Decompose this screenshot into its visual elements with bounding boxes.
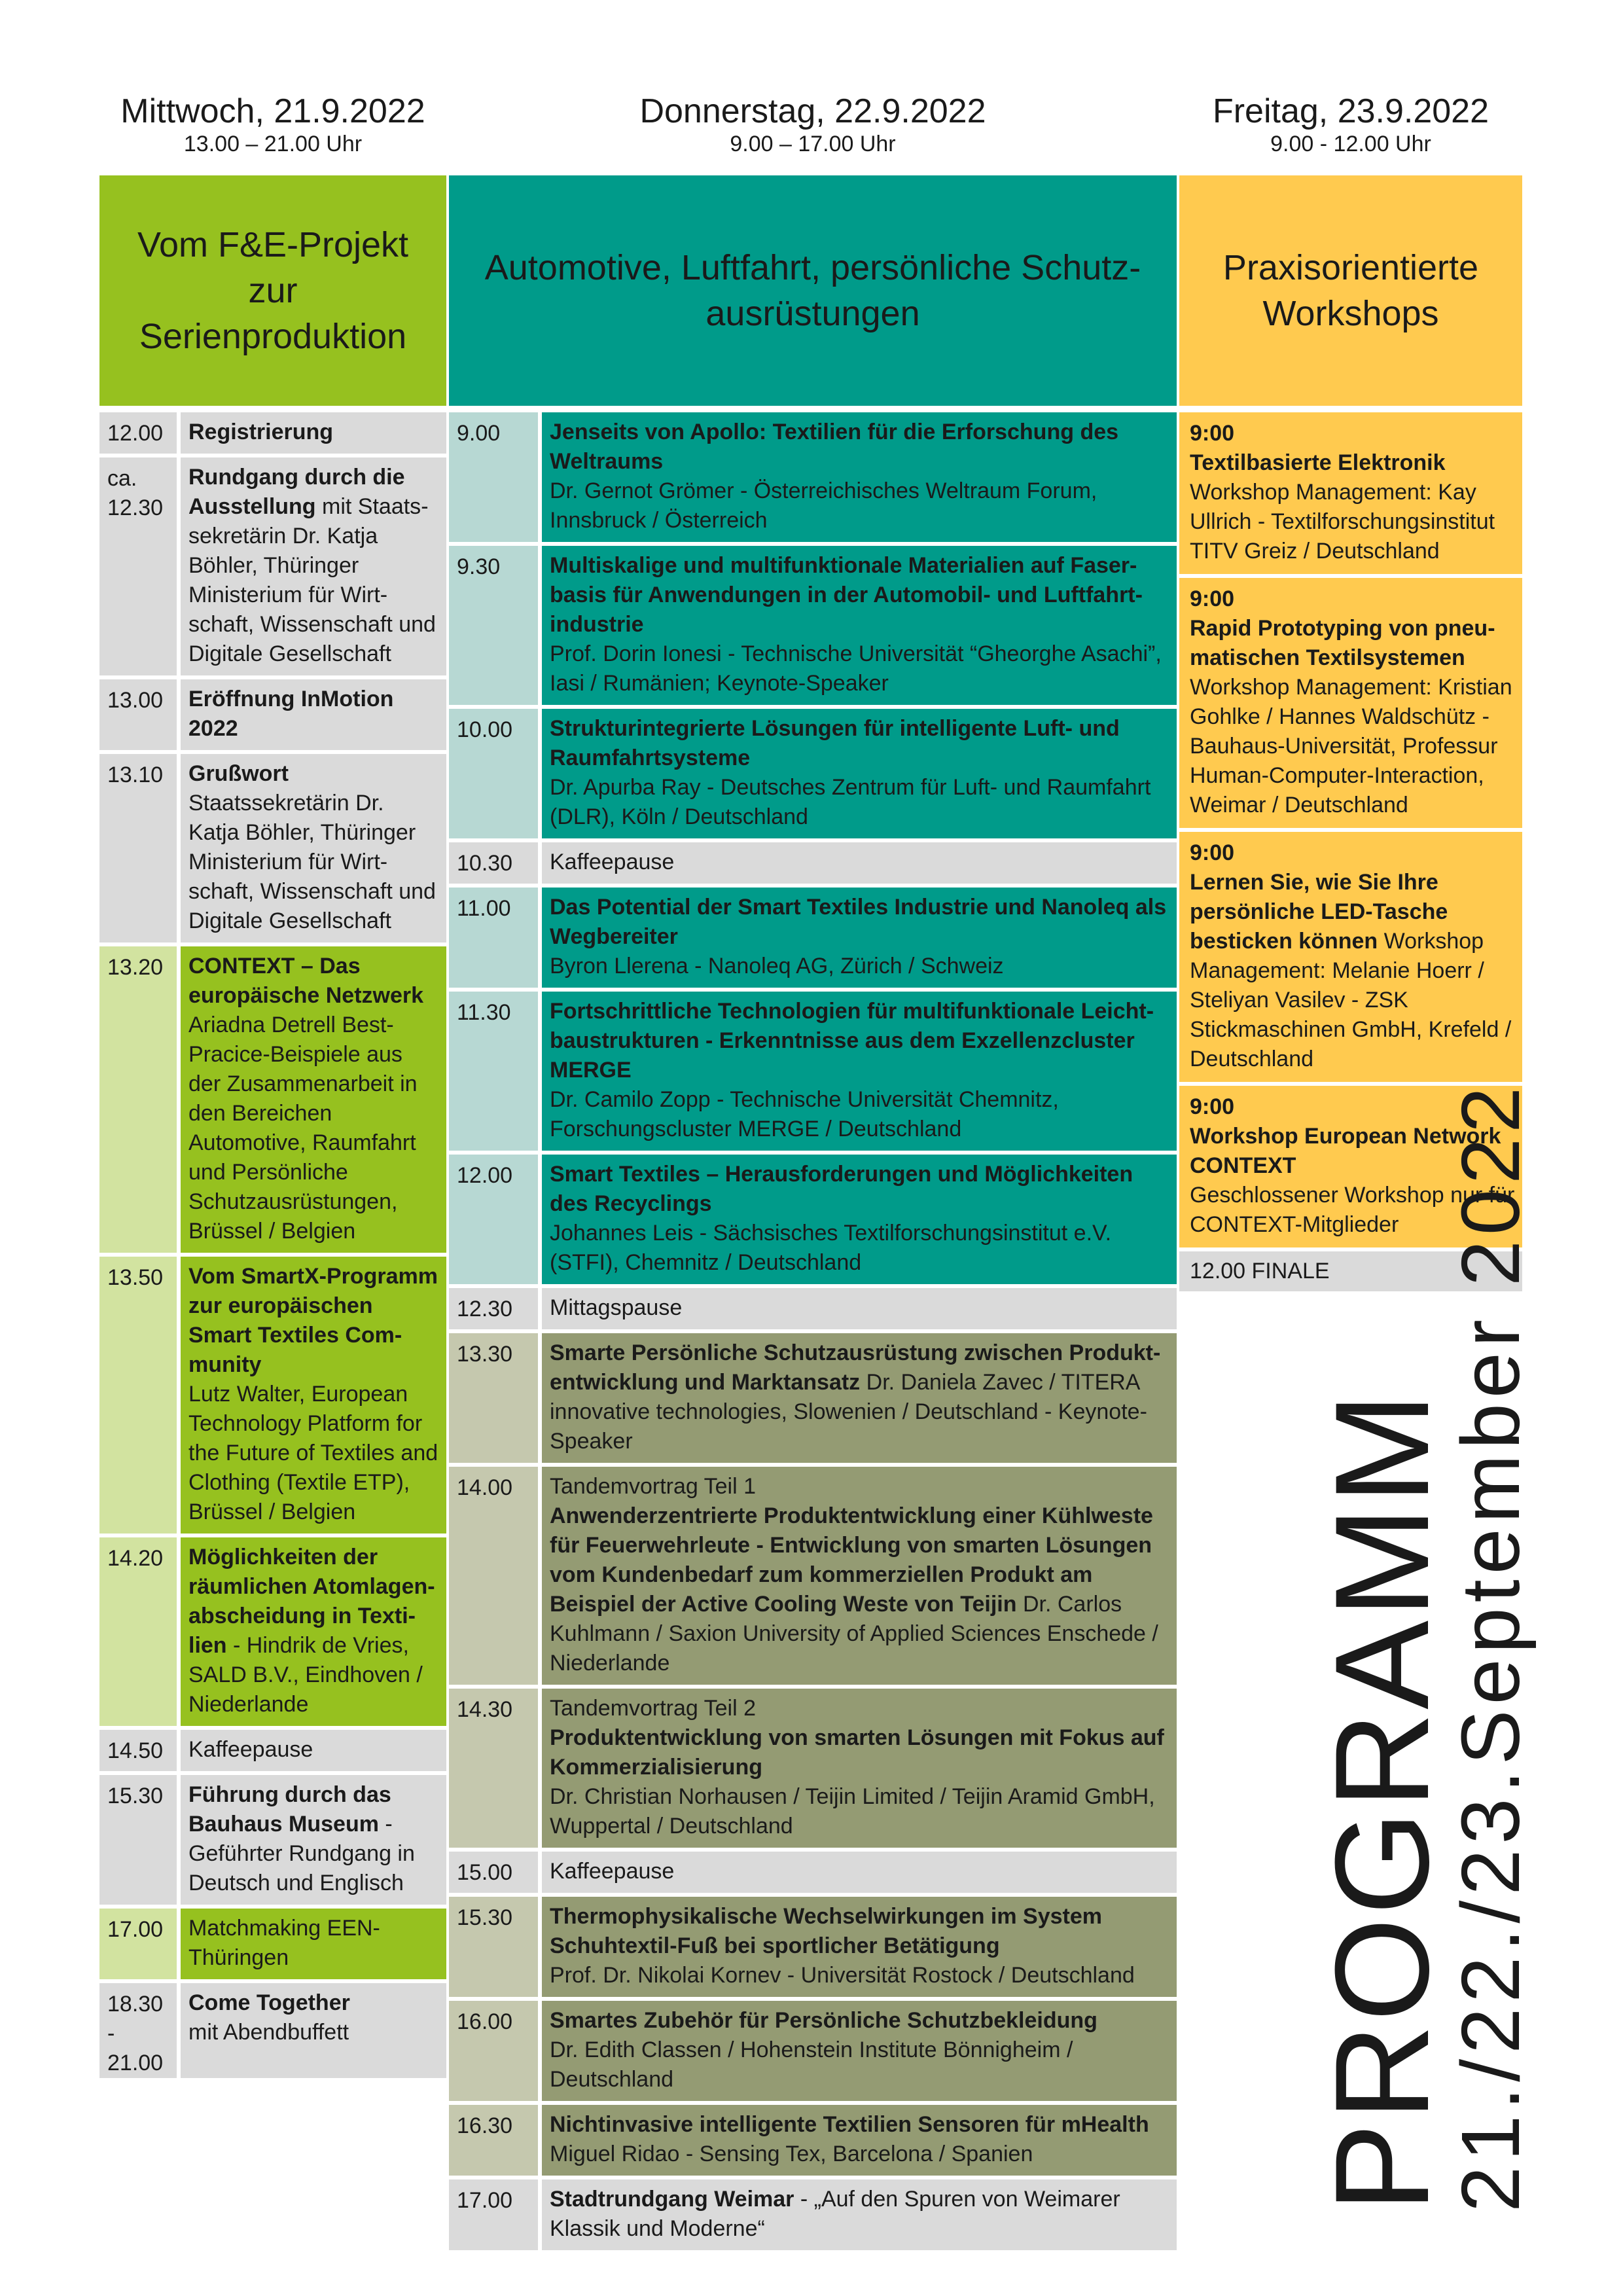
session-content <box>181 1775 446 1905</box>
session-time: 15.30 <box>449 1897 538 1997</box>
session-details: Dr. Apurba Ray - Deutsches Zentrum für Luft- und Raumfahrt (DLR), Köln / Deutschland <box>550 775 1151 829</box>
session-title: Come Together <box>188 1990 350 2015</box>
session-title: Strukturintegrierte Lösungen für intelligente Luft- und Raumfahrtsysteme <box>550 716 1120 770</box>
session-series: Tandemvortrag Teil 1 <box>550 1474 756 1499</box>
schedule-row <box>449 546 1177 705</box>
session-title: Fortschrittliche Technologien für multifunktionale Leichtbaustrukturen - Erkenntnisse aus dem Exzellenzcluster MERGE <box>550 999 1154 1083</box>
session-time: 13.00 <box>99 679 177 750</box>
session-title: CONTEXT – Das europäische Netzwerk <box>188 954 424 1008</box>
schedule-wednesday <box>99 412 446 2082</box>
session-content <box>542 709 1177 838</box>
day-time: 13.00 – 21.00 Uhr <box>183 132 363 156</box>
session-content <box>542 1333 1177 1463</box>
workshop-time: 9:00 <box>1190 1094 1235 1119</box>
schedule-row <box>449 1852 1177 1893</box>
schedule-thursday <box>449 412 1177 2254</box>
session-content <box>181 1257 446 1534</box>
session-details: Ariadna Detrell Best-Pracice-Beispiele aus der Zusammenarbeit in den Bereichen Automotive, Raumfahrt und Persönliche Schutzausrüstungen, Brüssel / Belgien <box>188 1013 418 1244</box>
session-title: Das Potential der Smart Textiles Industrie und Nanoleq als Wegbereiter <box>550 895 1167 949</box>
session-time: 14.20 <box>99 1537 177 1726</box>
banner-title: Automotive, Luftfahrt, persönliche Schutzausrüstungen <box>484 248 1141 333</box>
session-title: Nichtinvasive intelligente Textilien Sensoren für mHealth <box>550 2112 1149 2137</box>
session-details: Dr. Camilo Zopp - Technische Universität Chemnitz, Forschungscluster MERGE / Deutschland <box>550 1087 1059 1141</box>
session-content <box>542 1155 1177 1284</box>
session-details: Prof. Dr. Nikolai Kornev - Universität Rostock / Deutschland <box>550 1963 1135 1988</box>
session-content <box>542 1852 1177 1893</box>
session-title: Smart Textiles – Herausforderungen und Möglichkeiten des Recyclings <box>550 1162 1133 1216</box>
session-time: 18.30 - 21.00 <box>99 1983 177 2078</box>
session-time: 14.50 <box>99 1730 177 1771</box>
workshop-details: Workshop Management: Kristian Gohlke / Hannes Waldschütz - Bauhaus-Universität, Professur Human-Computer-Interaction, Weimar / Deutschland <box>1190 675 1512 817</box>
schedule-row <box>99 1983 446 2078</box>
session-title: Registrierung <box>188 420 334 444</box>
session-details: Dr. Gernot Grömer - Österreichisches Weltraum Forum, Innsbruck / Österreich <box>550 478 1097 533</box>
schedule-row <box>449 1897 1177 1997</box>
session-details: Prof. Dorin Ionesi - Technische Universität “Gheorghe Asachi”, Iasi / Rumänien; Keynote-Speaker <box>550 641 1162 696</box>
session-time: 12.30 <box>449 1288 538 1329</box>
session-details: Kaffeepause <box>188 1737 313 1762</box>
session-time: 17.00 <box>99 1909 177 1979</box>
session-time: 9.00 <box>449 412 538 542</box>
session-details: Staatssekretärin Dr. Katja Böhler, Thüringer Ministerium für Wirtschaft, Wissenschaft und Digitale Gesellschaft <box>188 791 436 933</box>
session-title: Multiskalige und multifunktionale Materialien auf Faserbasis für Anwendungen in der Automobil- und Luftfahrtindustrie <box>550 553 1143 637</box>
schedule-row <box>449 2179 1177 2250</box>
session-content <box>181 679 446 750</box>
session-series: Tandemvortrag Teil 2 <box>550 1696 756 1721</box>
session-content <box>181 1537 446 1726</box>
schedule-row <box>449 842 1177 884</box>
session-time: 15.00 <box>449 1852 538 1893</box>
session-content <box>181 1909 446 1979</box>
schedule-row <box>449 1333 1177 1463</box>
session-time: 10.30 <box>449 842 538 884</box>
schedule-row <box>99 946 446 1253</box>
workshop-title: Rapid Prototyping von pneumatischen Textilsystemen <box>1190 616 1495 670</box>
schedule-row <box>449 1155 1177 1284</box>
session-title: Grußwort <box>188 761 289 786</box>
session-details: Miguel Ridao - Sensing Tex, Barcelona / Spanien <box>550 2142 1033 2166</box>
session-title: Anwenderzentrierte Produktentwicklung einer Kühlweste für Feuerwehrleute - Entwicklung von smarten Lösungen vom Kundenbedarf zum kommerziellen Produkt am Beispiel der Active Cooling Weste von Teijin <box>550 1503 1153 1617</box>
session-time: 13.20 <box>99 946 177 1253</box>
schedule-row <box>449 2105 1177 2176</box>
session-content <box>542 1467 1177 1685</box>
schedule-row <box>99 1909 446 1979</box>
workshop-time: 9:00 <box>1190 840 1235 865</box>
session-title: Eröffnung InMotion 2022 <box>188 687 394 741</box>
program-title: PROGRAMM <box>1308 1390 1457 2212</box>
day-header-friday <box>1179 92 1522 157</box>
session-content <box>181 946 446 1253</box>
session-details: - Geführter Rundgang in Deutsch und Englisch <box>188 1812 415 1895</box>
schedule-row <box>449 1689 1177 1848</box>
session-details: - Hindrik de Vries, SALD B.V., Eindhoven / Niederlande <box>188 1633 423 1717</box>
session-time: 17.00 <box>449 2179 538 2250</box>
schedule-row <box>449 2001 1177 2101</box>
session-time: 14.00 <box>449 1467 538 1685</box>
session-time: 9.30 <box>449 546 538 705</box>
schedule-row <box>99 1537 446 1726</box>
session-details: Mittagspause <box>550 1295 683 1320</box>
session-content <box>542 2001 1177 2101</box>
session-details: mit Abendbuffett <box>188 2020 349 2045</box>
program-title-block <box>1308 1081 1537 2212</box>
session-details: Dr. Christian Norhausen / Teijin Limited / Teijin Aramid GmbH, Wuppertal / Deutschland <box>550 1784 1155 1839</box>
session-time: 12.00 <box>99 412 177 454</box>
session-title: Smarte Persönliche Schutzausrüstung zwischen Produktentwicklung und Marktansatz <box>550 1340 1161 1395</box>
day-date: Mittwoch, 21.9.2022 <box>120 92 425 130</box>
session-content <box>181 412 446 454</box>
session-time: 14.30 <box>449 1689 538 1848</box>
day-header-thursday <box>449 92 1177 157</box>
session-content <box>542 412 1177 542</box>
day-time: 9.00 - 12.00 Uhr <box>1270 132 1431 156</box>
session-content <box>181 1983 446 2078</box>
schedule-row <box>99 1730 446 1771</box>
session-details: Dr. Edith Classen / Hohenstein Institute Bönnigheim / Deutschland <box>550 2037 1073 2092</box>
session-title: Führung durch das Bauhaus Museum <box>188 1782 391 1837</box>
session-time: 11.30 <box>449 992 538 1151</box>
banner-friday <box>1179 175 1522 406</box>
schedule-row <box>449 412 1177 542</box>
session-time: 15.30 <box>99 1775 177 1905</box>
day-header-wednesday <box>99 92 446 157</box>
schedule-row <box>449 1467 1177 1685</box>
session-details: Kaffeepause <box>550 850 675 874</box>
banner-thursday <box>449 175 1177 406</box>
session-details: Lutz Walter, European Technology Platform for the Future of Textiles and Clothing (Textile ETP), Brüssel / Belgien <box>188 1382 438 1524</box>
session-content <box>542 1689 1177 1848</box>
session-details: Dr. Daniela Zavec / TITERA innovative technologies, Slowenien / Deutschland - Keynote-Speaker <box>550 1370 1147 1454</box>
workshop-details: Geschlossener Workshop nur für CONTEXT-Mitglieder <box>1190 1183 1515 1237</box>
session-title: Möglichkeiten der räumlichen Atomlagenabscheidung in Textilien <box>188 1545 435 1658</box>
banner-title: Vom F&E-Projekt zur Serienproduktion <box>137 225 409 356</box>
session-title: Jenseits von Apollo: Textilien für die Erforschung des Weltraums <box>550 420 1119 474</box>
schedule-row <box>99 754 446 942</box>
session-time: 10.00 <box>449 709 538 838</box>
session-time: 11.00 <box>449 888 538 988</box>
session-details: Dr. Carlos Kuhlmann / Saxion University of Applied Sciences Enschede / Niederlande <box>550 1592 1158 1676</box>
workshop-details: Workshop Management: Kay Ullrich - Textilforschungsinstitut TITV Greiz / Deutschland <box>1190 480 1495 564</box>
day-date: Freitag, 23.9.2022 <box>1212 92 1489 130</box>
workshop-time: 9:00 <box>1190 586 1235 611</box>
day-date: Donnerstag, 22.9.2022 <box>639 92 986 130</box>
workshop-item <box>1179 412 1522 574</box>
schedule-row <box>99 457 446 675</box>
session-time: 16.00 <box>449 2001 538 2101</box>
session-time: 16.30 <box>449 2105 538 2176</box>
session-title: Rundgang durch die Ausstellung <box>188 465 405 519</box>
session-title: Stadtrundgang Weimar <box>550 2187 794 2212</box>
workshop-title: Textilbasierte Elektronik <box>1190 450 1446 475</box>
session-details: Byron Llerena - Nanoleq AG, Zürich / Schweiz <box>550 954 1004 978</box>
session-details: Johannes Leis - Sächsisches Textilforschungsinstitut e.V. (STFI), Chemnitz / Deutschland <box>550 1221 1112 1275</box>
finale-label: 12.00 FINALE <box>1179 1251 1522 1291</box>
session-time: 13.10 <box>99 754 177 942</box>
session-time: ca. 12.30 <box>99 457 177 675</box>
workshop-title: Lernen Sie, wie Sie Ihre persönliche LED-Tasche besticken können <box>1190 870 1448 954</box>
session-content <box>542 2179 1177 2250</box>
session-title: Produktentwicklung von smarten Lösungen mit Fokus auf Kommerzialisierung <box>550 1725 1164 1780</box>
schedule-row <box>99 412 446 454</box>
schedule-row <box>449 888 1177 988</box>
day-time: 9.00 – 17.00 Uhr <box>730 132 896 156</box>
banner-wednesday <box>99 175 446 406</box>
session-content <box>542 888 1177 988</box>
schedule-row <box>99 1775 446 1905</box>
session-title: Vom SmartX-Programm zur europäischen Smart Textiles Community <box>188 1264 438 1377</box>
session-content <box>542 546 1177 705</box>
session-title: Smartes Zubehör für Persönliche Schutzbekleidung <box>550 2008 1097 2033</box>
session-details: mit Staatssekretärin Dr. Katja Böhler, Thüringer Ministerium für Wirtschaft, Wissenschaft und Digitale Gesellschaft <box>188 494 436 666</box>
session-content <box>181 457 446 675</box>
workshop-details: Workshop Management: Melanie Hoerr / Steliyan Vasilev - ZSK Stickmaschinen GmbH, Krefeld / Deutschland <box>1190 929 1512 1071</box>
session-time: 12.00 <box>449 1155 538 1284</box>
session-time: 13.50 <box>99 1257 177 1534</box>
session-content <box>542 992 1177 1151</box>
session-time: 13.30 <box>449 1333 538 1463</box>
session-content <box>542 842 1177 884</box>
schedule-row <box>449 1288 1177 1329</box>
schedule-row <box>99 1257 446 1534</box>
session-content <box>542 1288 1177 1329</box>
session-content <box>181 1730 446 1771</box>
banner-title: Praxisorientierte Workshops <box>1222 248 1479 333</box>
session-content <box>542 2105 1177 2176</box>
session-content <box>542 1897 1177 1997</box>
session-title: Thermophysikalische Wechselwirkungen im System Schuhtextil-Fuß bei sportlicher Betätigung <box>550 1904 1103 1958</box>
workshop-time: 9:00 <box>1190 421 1235 446</box>
schedule-row <box>99 679 446 750</box>
schedule-row <box>449 709 1177 838</box>
workshop-item <box>1179 832 1522 1082</box>
session-content <box>181 754 446 942</box>
workshop-title: Workshop European Network CONTEXT <box>1190 1124 1501 1178</box>
session-details: Matchmaking EEN-Thüringen <box>188 1916 380 1970</box>
session-details: Kaffeepause <box>550 1859 675 1884</box>
program-dates: 21./22./23.September 2022 <box>1444 1081 1537 2212</box>
schedule-row <box>449 992 1177 1151</box>
session-details: - „Auf den Spuren von Weimarer Klassik und Moderne“ <box>550 2187 1120 2241</box>
workshop-item <box>1179 578 1522 828</box>
